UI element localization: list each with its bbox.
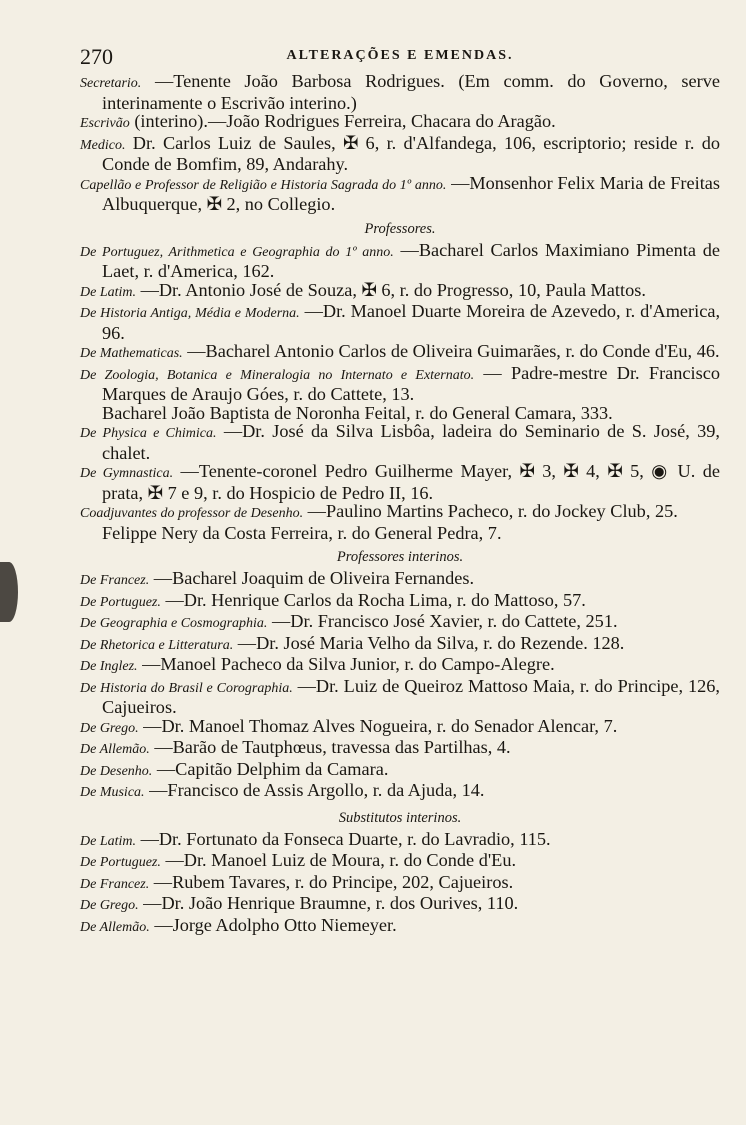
directory-entry [80,174,720,214]
entry-label: Medico. [80,137,126,153]
page-number: 270 [80,44,113,69]
entry-label: De Historia Antiga, Média e Moderna. [80,306,300,321]
entry-text: —Paulino Martins Pacheco, r. do Jockey Club, 25. [307,501,678,521]
directory-entry [80,894,720,916]
section-heading: Substitutos interinos. [338,809,462,826]
entry-text: —Monsenhor Felix Maria de Freitas Albuquerque, ✠ 2, no Collegio. [102,172,720,214]
entry-text: Felippe Nery da Costa Ferreira, r. do General Pedra, 7. [102,522,502,543]
page-edge-shadow [0,562,18,622]
page-body [80,72,720,937]
section-heading: Professores interinos. [336,549,464,565]
directory-entry [80,591,720,613]
directory-entry [80,281,720,303]
entry-text: —Dr. João Henrique Braumne, r. dos Ourives, 110. [143,893,519,913]
entry-text: —Dr. Manoel Thomaz Alves Nogueira, r. do Senador Alencar, 7. [143,715,618,736]
directory-entry [80,634,720,656]
entry-label: De Francez. [80,573,150,588]
directory-entry [80,916,720,938]
entry-text: —Bacharel Antonio Carlos de Oliveira Guimarães, r. do Conde d'Eu, 46. [187,341,720,361]
directory-entry [80,760,720,782]
entry-text: (interino).—João Rodrigues Ferreira, Chacara do Aragão. [134,111,556,131]
directory-entry [80,502,720,524]
directory-entry-continuation [80,524,720,543]
entry-label: De Desenho. [80,763,153,779]
directory-entry [80,364,720,404]
entry-text: —Barão de Tautphœus, travessa das Partilhas, 4. [154,737,511,757]
directory-entry [80,462,720,502]
entry-label: De Latim. [80,833,136,849]
entry-label: Escrivão [80,116,130,131]
directory-entry [80,422,720,462]
entry-text: —Dr. Henrique Carlos da Rocha Lima, r. do Mattoso, 57. [165,589,586,610]
entry-label: De Portuguez, Arithmetica e Geographia do 1º anno. [80,244,394,260]
entry-text: —Dr. Manoel Luiz de Moura, r. do Conde d'Eu. [165,850,517,870]
directory-entry [80,830,720,852]
document-page [80,44,720,937]
entry-label: Secretario. [80,76,142,91]
page-header [80,44,720,72]
entry-label: De Zoologia, Botanica e Mineralogia no Internato e Externato. [80,367,475,383]
directory-entry [80,302,720,342]
entry-label: De Musica. [80,785,145,800]
entry-text: —Dr. Fortunato da Fonseca Duarte, r. do Lavradio, 115. [140,828,551,849]
entry-label: De Geographia e Cosmographia. [80,616,268,631]
directory-entry [80,717,720,739]
entry-text: —Bacharel Carlos Maximiano Pimenta de Laet, r. d'America, 162. [102,239,721,281]
entry-text: —Capitão Delphim da Camara. [156,758,389,779]
entry-label: De Physica e Chimica. [80,426,217,441]
entry-text: —Dr. Luiz de Queiroz Mattoso Maia, r. do Principe, 126, Cajueiros. [102,675,720,717]
entry-text: —Francisco de Assis Argollo, r. da Ajuda, 14. [149,780,485,800]
directory-entry-continuation [80,404,720,423]
entry-text: Dr. Carlos Luiz de Saules, ✠ 6, r. d'Alfandega, 106, escriptorio; reside r. do Conde de Bomfim, 89, Andarahy. [102,132,720,174]
directory-entry [80,569,720,591]
entry-label: De Grego. [80,720,139,736]
directory-entry [80,241,720,281]
entry-text: —Dr. Manoel Duarte Moreira de Azevedo, r. d'America, 96. [102,301,721,343]
directory-entry [80,738,720,760]
entry-label: De Francez. [80,876,150,892]
entry-label: De Portuguez. [80,855,161,870]
running-head: ALTERAÇÕES E EMENDAS. [286,48,514,63]
entry-label: Capellão e Professor de Religião e Historia Sagrada do 1º anno. [80,177,447,193]
entry-label: De Mathematicas. [80,346,183,361]
directory-entry [80,781,720,803]
entry-label: Coadjuvantes do professor de Desenho. [80,506,304,521]
entry-text: —Dr. Antonio José de Souza, ✠ 6, r. do Progresso, 10, Paula Mattos. [140,279,646,300]
entry-label: De Allemão. [80,742,150,757]
entry-text: —Dr. José Maria Velho da Silva, r. do Rezende. 128. [237,632,625,653]
directory-entry [80,873,720,895]
entry-label: De Gymnastica. [80,466,174,481]
entry-label: De Portuguez. [80,594,161,610]
entry-text: —Dr. José da Silva Lisbôa, ladeira do Seminario de S. José, 39, chalet. [102,421,720,463]
entry-label: De Historia do Brasil e Corographia. [80,680,293,696]
entry-text: —Tenente João Barbosa Rodrigues. (Em comm. do Governo, serve interinamente o Escrivão interino.) [102,71,720,113]
entry-label: De Allemão. [80,919,150,935]
entry-label: De Grego. [80,898,139,913]
entry-text: —Bacharel Joaquim de Oliveira Fernandes. [153,568,475,588]
entry-text: —Tenente-coronel Pedro Guilherme Mayer, ✠ 3, ✠ 4, ✠ 5, ◉ U. de prata, ✠ 7 e 9, r. do Hospicio de Pedro II, 16. [102,461,720,503]
entry-text: —Manoel Pacheco da Silva Junior, r. do Campo-Alegre. [142,654,555,674]
entry-text: —Jorge Adolpho Otto Niemeyer. [154,914,397,935]
directory-entry [80,655,720,677]
entry-label: De Inglez. [80,659,138,674]
entry-label: De Latim. [80,284,136,300]
directory-entry [80,134,720,174]
entry-label: De Rhetorica e Litteratura. [80,637,234,653]
directory-entry [80,342,720,364]
directory-entry [80,112,720,134]
directory-entry [80,72,720,112]
entry-text: —Rubem Tavares, r. do Principe, 202, Cajueiros. [153,871,514,892]
entry-text: —Dr. Francisco José Xavier, r. do Cattete, 251. [272,611,618,631]
entry-text: Bacharel João Baptista de Noronha Feital, r. do General Camara, 333. [102,402,613,423]
directory-entry [80,851,720,873]
section-heading: Professores. [364,220,436,237]
directory-entry [80,612,720,634]
directory-entry [80,677,720,717]
entry-text: — Padre-mestre Dr. Francisco Marques de Araujo Góes, r. do Cattete, 13. [102,362,720,404]
